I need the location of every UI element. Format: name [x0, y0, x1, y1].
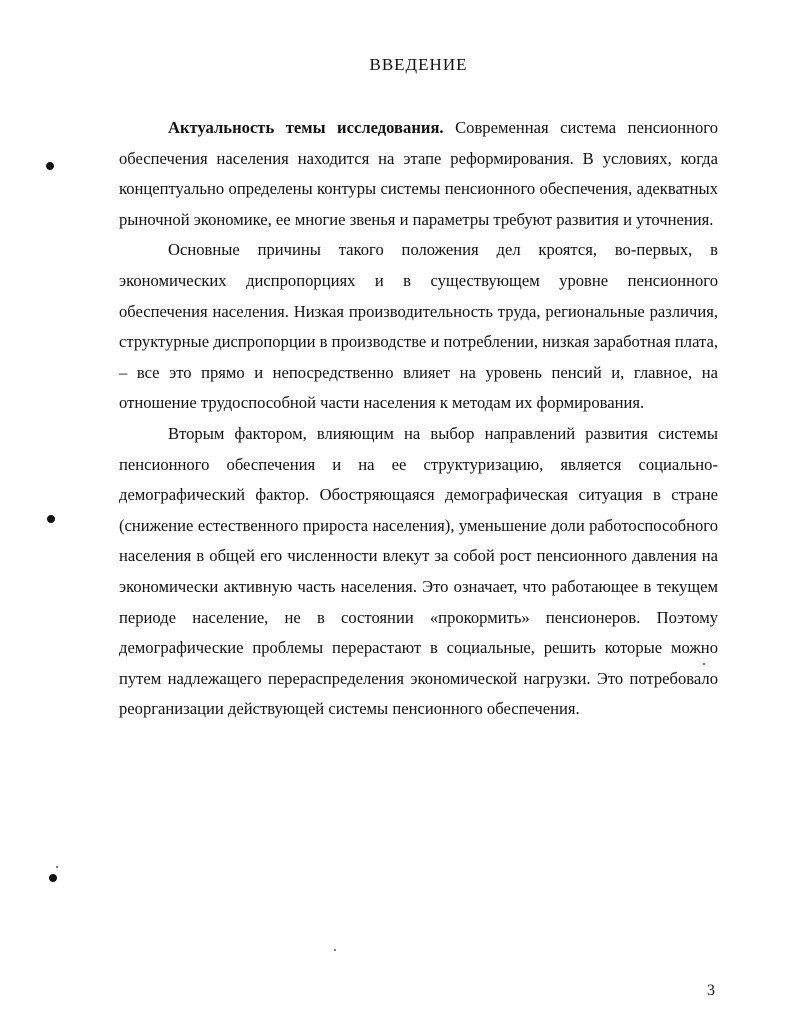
body-text [119, 113, 718, 725]
paragraph-text: Основные причины такого положения дел кроятся, во-первых, в экономических диспропорциях и в существующем уровне пенсионного обеспечения населения. Низкая производительность труда, региональные различия, структурные диспропорции в производстве и потреблении, низкая заработная плата, – все это прямо и непосредственно влияет на уровень пенсий и, главное, на отношение трудоспособной части населения к методам их формирования. [119, 240, 718, 413]
scan-hole-mark [47, 515, 55, 523]
scan-speck [334, 949, 336, 951]
scan-speck [56, 866, 58, 868]
scan-hole-mark [49, 874, 57, 882]
paragraph-text: Современная система пенсионного обеспечения населения находится на этапе реформирования. В условиях, когда концептуально определены контуры системы пенсионного обеспечения, адекватных рыночной экономике, ее многие звенья и параметры требуют развития и уточнения. [119, 118, 719, 229]
page-number: 3 [707, 982, 715, 999]
paragraph-lead-heading: Актуальность темы исследования. [168, 118, 444, 137]
paragraph-text: Вторым фактором, влияющим на выбор направлений развития системы пенсионного обеспечения и на ее структуризацию, является социально-демографический фактор. Обостряющаяся демографическая ситуация в стране (снижение естественного прироста населения), уменьшение доли работоспособного населения в общей его численности влекут за собой рост пенсионного давления на экономически активную часть населения. Это означает, что работающее в текущем периоде население, не в состоянии «прокормить» пенсионеров. Поэтому демографические проблемы перерастают в социальные, решить которые можно путем надлежащего перераспределения экономической нагрузки. Это потребовало реорганизации действующей системы пенсионного обеспечения. [119, 423, 718, 719]
scan-hole-mark [46, 162, 54, 170]
scan-speck [703, 663, 705, 665]
paragraph-demographic-factor [119, 419, 718, 725]
page-title: ВВЕДЕНИЕ [369, 55, 468, 74]
paragraph-main-reasons [119, 235, 718, 419]
paragraph-relevance [119, 113, 718, 235]
